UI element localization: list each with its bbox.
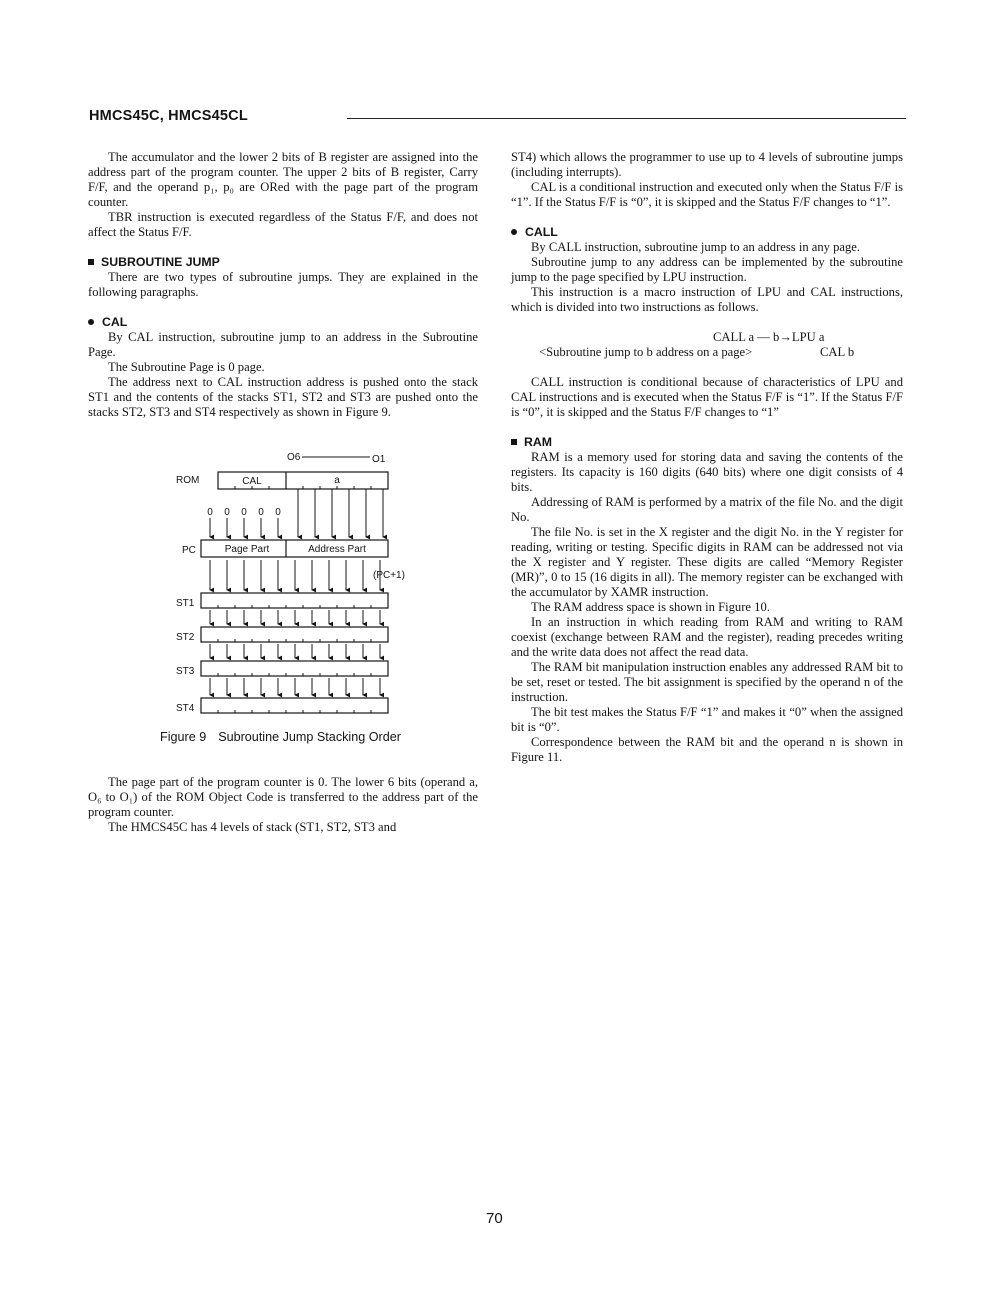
paragraph: RAM is a memory used for storing data and saving the contents of the registers. Its capacity is 160 digits (640 bits) where one digit consists of 4 bits. — [511, 450, 903, 494]
paragraph: There are two types of subroutine jumps. They are explained in the following paragraphs. — [88, 270, 478, 299]
section-heading-subroutine-jump: SUBROUTINE JUMP — [88, 255, 478, 270]
round-bullet-icon — [511, 229, 517, 235]
address-part-label: Address Part — [308, 544, 366, 555]
paragraph: Addressing of RAM is performed by a matrix of the file No. and the digit No. — [511, 495, 903, 524]
stack-label-st2: ST2 — [176, 632, 195, 643]
pc-plus-one-label: (PC+1) — [373, 570, 405, 581]
cal-field-label: CAL — [242, 476, 262, 487]
pc-label: PC — [182, 545, 196, 556]
page-part-label: Page Part — [224, 544, 270, 555]
stack-box-3 — [201, 661, 388, 676]
paragraph: CALL instruction is conditional because of characteristics of LPU and CAL instructions and is executed when the Status F/F is “1”. If the Status F/F is “0”, it is skipped and the Status F/F changes to “1” — [511, 375, 903, 419]
round-bullet-icon — [88, 319, 94, 325]
formula-line-2: <Subroutine jump to b address on a page> — [539, 345, 753, 359]
zero-bit: 0 — [241, 507, 247, 518]
formula-line-2-op: CAL b — [820, 345, 855, 359]
paragraph: Correspondence between the RAM bit and the operand n is shown in Figure 11. — [511, 735, 903, 764]
stack-label-st4: ST4 — [176, 703, 195, 714]
paragraph: CAL is a conditional instruction and executed only when the Status F/F is “1”. If the Status F/F is “0”, it is skipped and the Status F/F changes to “1”. — [511, 180, 903, 209]
stack-label-st1: ST1 — [176, 598, 195, 609]
square-bullet-icon — [88, 259, 94, 265]
figure-9-caption: Figure 9 Subroutine Jump Stacking Order — [160, 730, 401, 744]
stack-box-2 — [201, 627, 388, 642]
paragraph: The file No. is set in the X register and the digit No. in the Y register for reading, writing or testing. Specific digits in RAM can be addressed not via the X register and Y register. These digits are called “Memory Register (MR)”, 0 to 15 (16 digits in all). The memory register can be exchanged with the accumulator by XAMR instruction. — [511, 525, 903, 599]
paragraph: In an instruction in which reading from RAM and writing to RAM coexist (exchange between RAM and the register), reading precedes writing and the write data does not affect the read data. — [511, 615, 903, 659]
a-field-label: a — [334, 475, 340, 486]
left-column — [88, 150, 478, 420]
zero-bit: 0 — [224, 507, 230, 518]
paragraph: Subroutine jump to any address can be implemented by the subroutine jump to the page specified by LPU instruction. — [511, 255, 903, 284]
paragraph: ST4) which allows the programmer to use up to 4 levels of subroutine jumps (including interrupts). — [511, 150, 903, 179]
paragraph: The page part of the program counter is 0. The lower 6 bits (operand a, O₆ to O₁) of the ROM Object Code is transferred to the address part of the program counter. — [88, 775, 478, 819]
stack-box-4 — [201, 698, 388, 713]
o1-label: O1 — [372, 454, 386, 465]
rom-label: ROM — [176, 475, 200, 486]
paragraph: The bit test makes the Status F/F “1” and makes it “0” when the assigned bit is “0”. — [511, 705, 903, 734]
stack-label-st3: ST3 — [176, 666, 195, 677]
paragraph: The Subroutine Page is 0 page. — [108, 360, 265, 374]
section-heading-call: CALL — [511, 225, 903, 240]
header-rule — [347, 118, 906, 119]
paragraph: The RAM bit manipulation instruction enables any addressed RAM bit to be set, reset or tested. The bit assignment is specified by the operand n of the instruction. — [511, 660, 903, 704]
paragraph: TBR instruction is executed regardless of the Status F/F, and does not affect the Status F/F. — [88, 210, 478, 239]
paragraph: The HMCS45C has 4 levels of stack (ST1, ST2, ST3 and — [108, 820, 397, 834]
right-column — [511, 150, 903, 765]
paragraph: By CAL instruction, subroutine jump to an address in the Subroutine Page. — [88, 330, 478, 359]
paragraph: This instruction is a macro instruction of LPU and CAL instructions, which is divided into two instructions as follows. — [511, 285, 903, 314]
page-header — [89, 108, 906, 130]
zero-bit: 0 — [275, 507, 281, 518]
header-title: HMCS45C, HMCS45CL — [89, 108, 248, 124]
zero-bit: 0 — [207, 507, 213, 518]
formula-line-1: CALL a — b→LPU a — [713, 330, 825, 344]
paragraph: The address next to CAL instruction address is pushed onto the stack ST1 and the contents of the stacks ST1, ST2 and ST3 are pushed onto the stacks ST2, ST3 and ST4 respectively as shown in Figure 9. — [88, 375, 478, 419]
call-formula — [511, 330, 903, 360]
square-bullet-icon — [511, 439, 517, 445]
page-number: 70 — [486, 1210, 503, 1227]
section-heading-cal: CAL — [88, 315, 478, 330]
zero-bit: 0 — [258, 507, 264, 518]
stack-box-1 — [201, 593, 388, 608]
paragraph: By CALL instruction, subroutine jump to an address in any page. — [531, 240, 861, 254]
left-column-bottom — [88, 775, 478, 835]
figure-9-diagram — [170, 448, 440, 718]
section-heading-ram: RAM — [511, 435, 903, 450]
paragraph: The accumulator and the lower 2 bits of B register are assigned into the address part of the program counter. The upper 2 bits of B register, Carry F/F, and the operand p₁, p₀ are ORed with the page part of the program counter. — [88, 150, 478, 209]
paragraph: The RAM address space is shown in Figure 10. — [531, 600, 770, 614]
o6-label: O6 — [287, 452, 301, 463]
